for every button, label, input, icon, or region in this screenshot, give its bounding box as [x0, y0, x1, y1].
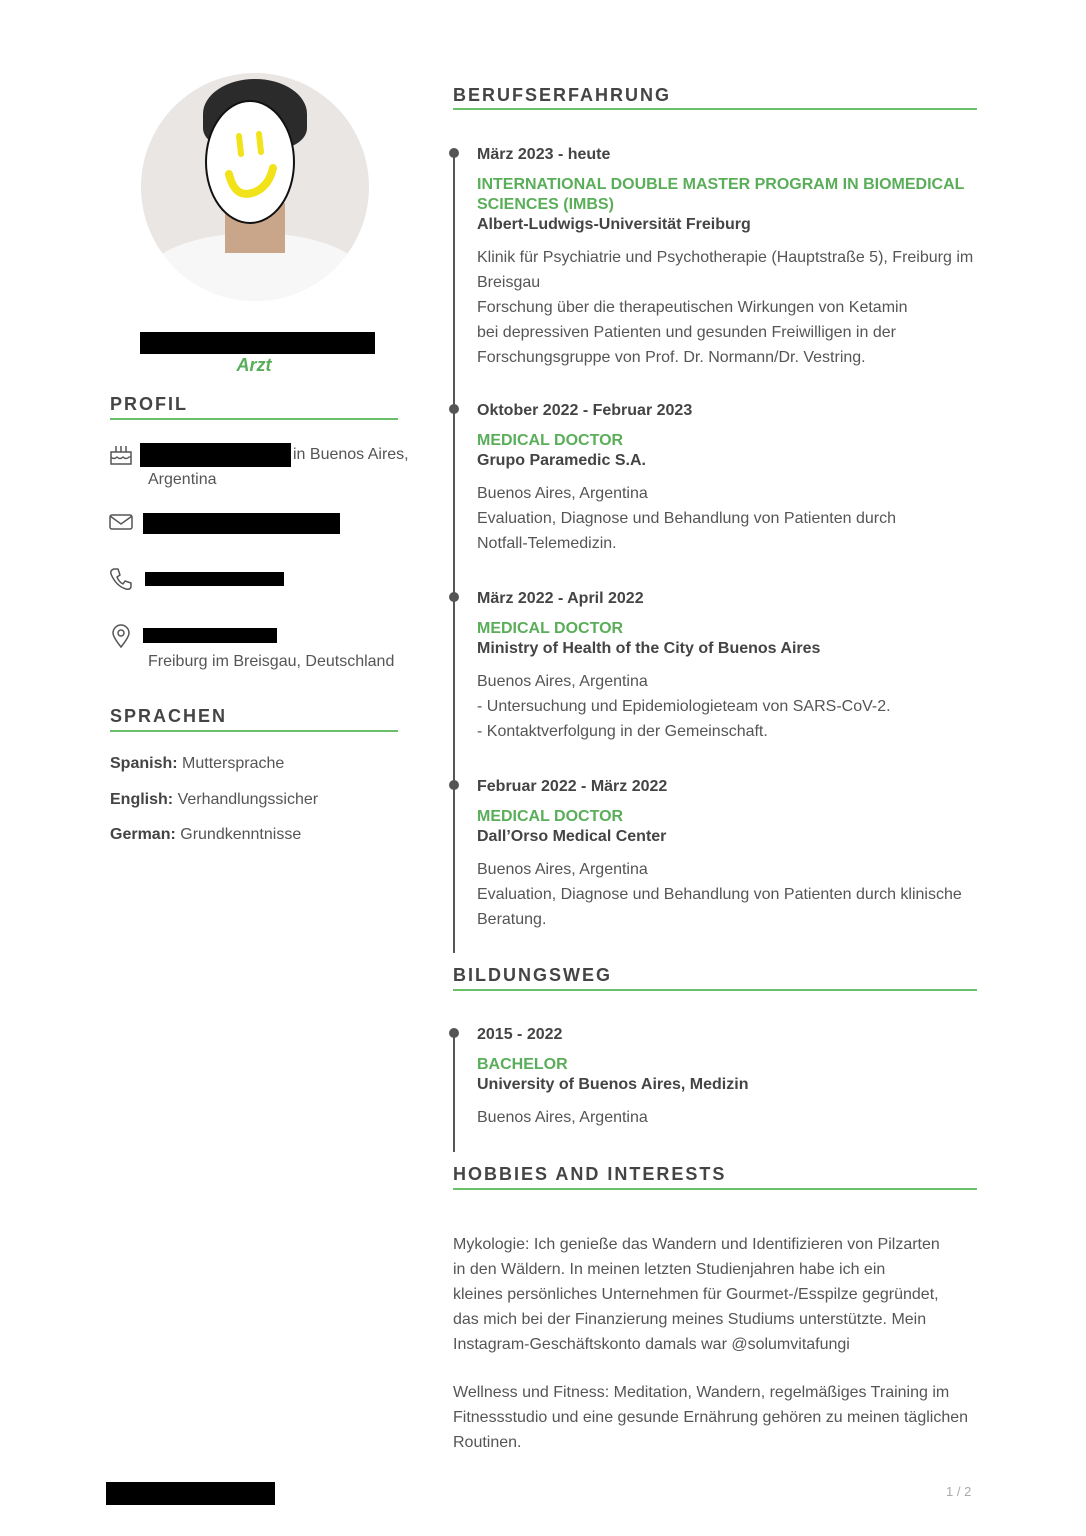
- entry-date: 2015 - 2022: [477, 1026, 563, 1043]
- birthday-cake-icon: [108, 441, 134, 467]
- timeline-dot: [449, 404, 459, 414]
- timeline-dot: [449, 780, 459, 790]
- profile-heading: PROFIL: [110, 394, 188, 414]
- entry-organization: Dall’Orso Medical Center: [477, 828, 667, 845]
- phone-icon: [108, 566, 134, 592]
- hobbies-heading: HOBBIES AND INTERESTS: [453, 1164, 727, 1184]
- experience-entry: [477, 145, 982, 370]
- entry-date: Oktober 2022 - Februar 2023: [477, 402, 693, 419]
- experience-rule: [453, 108, 977, 110]
- experience-entry: [477, 777, 982, 932]
- language-item: English: Verhandlungssicher: [110, 791, 319, 808]
- language-item: Spanish: Muttersprache: [110, 755, 285, 772]
- education-heading: BILDUNGSWEG: [453, 965, 612, 985]
- entry-organization: Grupo Paramedic S.A.: [477, 452, 646, 469]
- education-timeline: [453, 1030, 455, 1152]
- timeline-dot: [449, 148, 459, 158]
- entry-organization: Albert-Ludwigs-Universität Freiburg: [477, 216, 751, 233]
- timeline-dot: [449, 592, 459, 602]
- entry-description: Buenos Aires, Argentina Evaluation, Diagnose und Behandlung von Patienten durch klinische Beratung.: [477, 861, 962, 928]
- street-redaction: [143, 628, 277, 643]
- entry-role: MEDICAL DOCTOR: [477, 808, 624, 825]
- email-redaction: [143, 513, 340, 534]
- entry-date: März 2022 - April 2022: [477, 590, 644, 607]
- entry-role: INTERNATIONAL DOUBLE MASTER PROGRAM IN BIOMEDICAL SCIENCES (IMBS): [477, 176, 965, 213]
- page-number: 1 / 2: [946, 1484, 972, 1499]
- profile-photo: [141, 73, 369, 301]
- entry-description: Klinik für Psychiatrie und Psychotherapie (Hauptstraße 5), Freiburg im Breisgau Forschung über die therapeutischen Wirkungen von Ketamin bei depressiven Patienten und gesunden Freiwilligen in der Forschungsgruppe von Prof. Dr. Normann/Dr. Vestring.: [477, 249, 974, 366]
- entry-role: MEDICAL DOCTOR: [477, 432, 624, 449]
- entry-description: Buenos Aires, Argentina - Untersuchung und Epidemiologieteam von SARS-CoV-2. - Kontaktverfolgung in der Gemeinschaft.: [477, 673, 891, 740]
- phone-redaction: [145, 572, 284, 586]
- birthplace-country: Argentina: [148, 471, 217, 488]
- envelope-icon: [108, 509, 134, 535]
- entry-description: Buenos Aires, Argentina: [477, 1109, 648, 1126]
- entry-date: März 2023 - heute: [477, 146, 611, 163]
- entry-organization: University of Buenos Aires, Medizin: [477, 1076, 749, 1093]
- education-entry: [477, 1025, 982, 1130]
- experience-entry: [477, 589, 982, 744]
- address-city: Freiburg im Breisgau, Deutschland: [148, 653, 395, 670]
- experience-entry: [477, 401, 982, 556]
- location-pin-icon: [108, 623, 134, 649]
- timeline-dot: [449, 1028, 459, 1038]
- experience-timeline: [453, 150, 455, 953]
- entry-role: BACHELOR: [477, 1056, 568, 1073]
- hobby-paragraph: Mykologie: Ich genieße das Wandern und Identifizieren von Pilzarten in den Wäldern. In meinen letzten Studienjahren habe ich ein kleines persönliches Unternehmen für Gourmet-/Esspilze gegründet, das mich bei der Finanzierung meines Studiums unterstützte. Mein Instagram-Geschäftskonto damals war @solumvitafungi: [453, 1236, 940, 1353]
- birthplace-text: in Buenos Aires,: [293, 446, 409, 463]
- hobbies-rule: [453, 1188, 977, 1190]
- birthdate-redaction: [140, 443, 291, 467]
- job-title: Arzt: [236, 355, 272, 375]
- entry-organization: Ministry of Health of the City of Buenos Aires: [477, 640, 821, 657]
- entry-date: Februar 2022 - März 2022: [477, 778, 668, 795]
- hobby-paragraph: Wellness und Fitness: Meditation, Wandern, regelmäßiges Training im Fitnessstudio und eine gesunde Ernährung gehören zu meinen täglichen Routinen.: [453, 1384, 969, 1451]
- name-redaction: [140, 332, 375, 354]
- profile-rule: [110, 418, 398, 420]
- face-cover-smiley: [205, 100, 295, 224]
- experience-heading: BERUFSERFAHRUNG: [453, 85, 672, 105]
- languages-rule: [110, 730, 398, 732]
- entry-description: Buenos Aires, Argentina Evaluation, Diagnose und Behandlung von Patienten durch Notfall-Telemedizin.: [477, 485, 896, 552]
- education-rule: [453, 989, 977, 991]
- languages-heading: SPRACHEN: [110, 706, 228, 726]
- entry-role: MEDICAL DOCTOR: [477, 620, 624, 637]
- footer-redaction: [106, 1482, 275, 1505]
- language-item: German: Grundkenntnisse: [110, 826, 302, 843]
